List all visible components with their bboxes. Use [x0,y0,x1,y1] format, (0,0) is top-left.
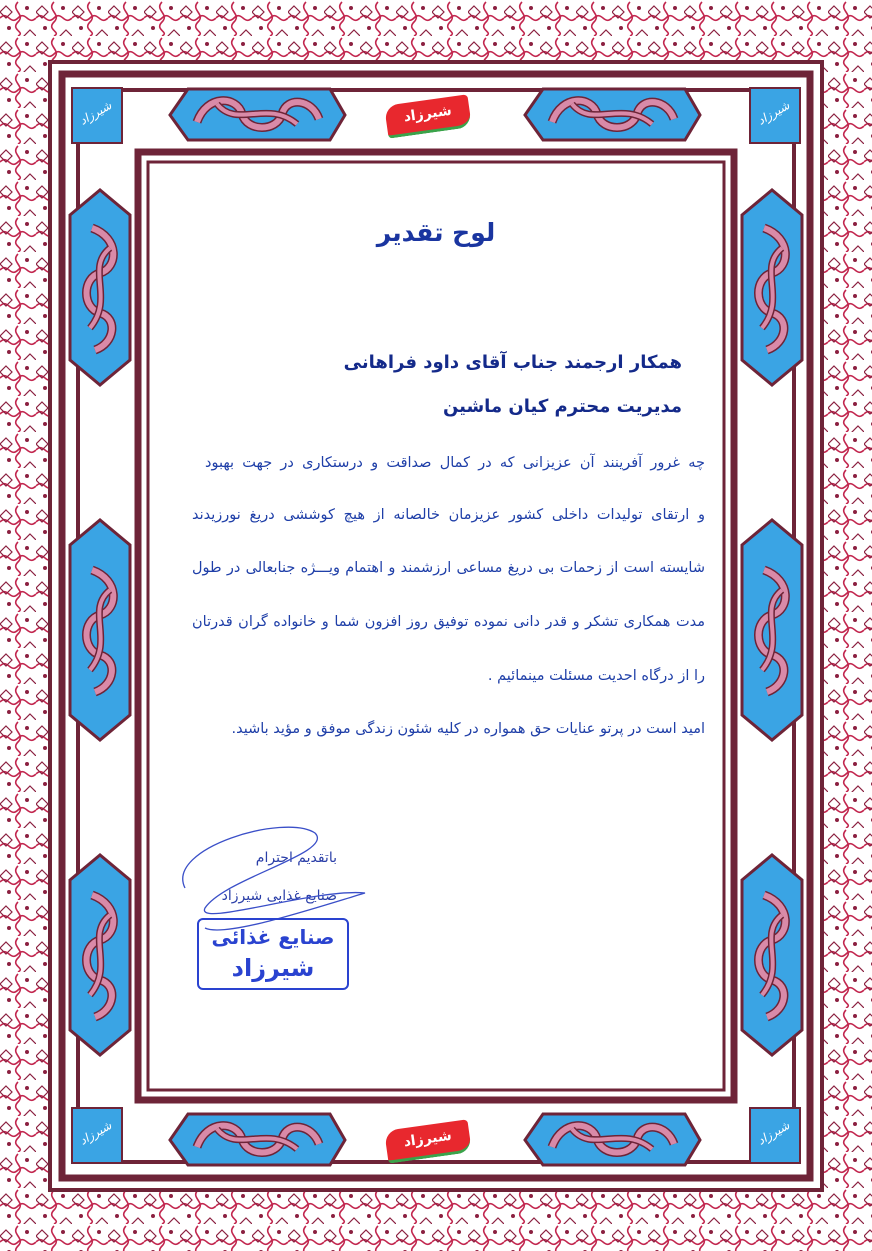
brand-logo-bottom: شیرزاد [384,1119,472,1163]
corner-label: شیرزاد [76,1118,114,1148]
stamp-line-1: صنایع غذائی [211,925,335,949]
body-line: چه غرور آفرینند آن عزیزانی که در کمال صداقت و درستکاری در جهت بهبود [205,455,705,471]
company-stamp [197,918,349,990]
recipient-line: همکار ارجمند جناب آقای داود فراهانی [343,352,682,373]
corner-label: شیرزاد [76,98,114,128]
body-line: و ارتقای تولیدات داخلی کشور عزیزمان خالصانه از هیچ کوششی دریغ نورزیدند [192,507,705,523]
company-line: مدیریت محترم کیان ماشین [442,396,682,417]
certificate-title: لوح تقدیر [376,218,496,247]
body-line: شایسته است از زحمات بی دریغ مساعی ارزشمند و اهتمام ویـــژه جنابعالی در طول [192,560,705,576]
signature-regards: باتقدیم احترام [255,850,337,866]
brand-logo-top: شیرزاد [384,94,472,138]
signature-issuer: صنایع غذایی شیرزاد [221,888,337,904]
corner-label: شیرزاد [754,98,792,128]
stamp-line-2: شیرزاد [231,954,315,982]
corner-label: شیرزاد [754,1118,792,1148]
body-line: را از درگاه احدیت مسئلت مینمائیم . [487,668,705,684]
body-line: مدت همکاری تشکر و قدر دانی نموده توفیق روز افزون شما و خانواده گران قدرتان [192,614,705,630]
closing-wish: امید است در پرتو عنایات حق همواره در کلیه شئون زندگی موفق و مؤید باشید. [231,721,705,737]
